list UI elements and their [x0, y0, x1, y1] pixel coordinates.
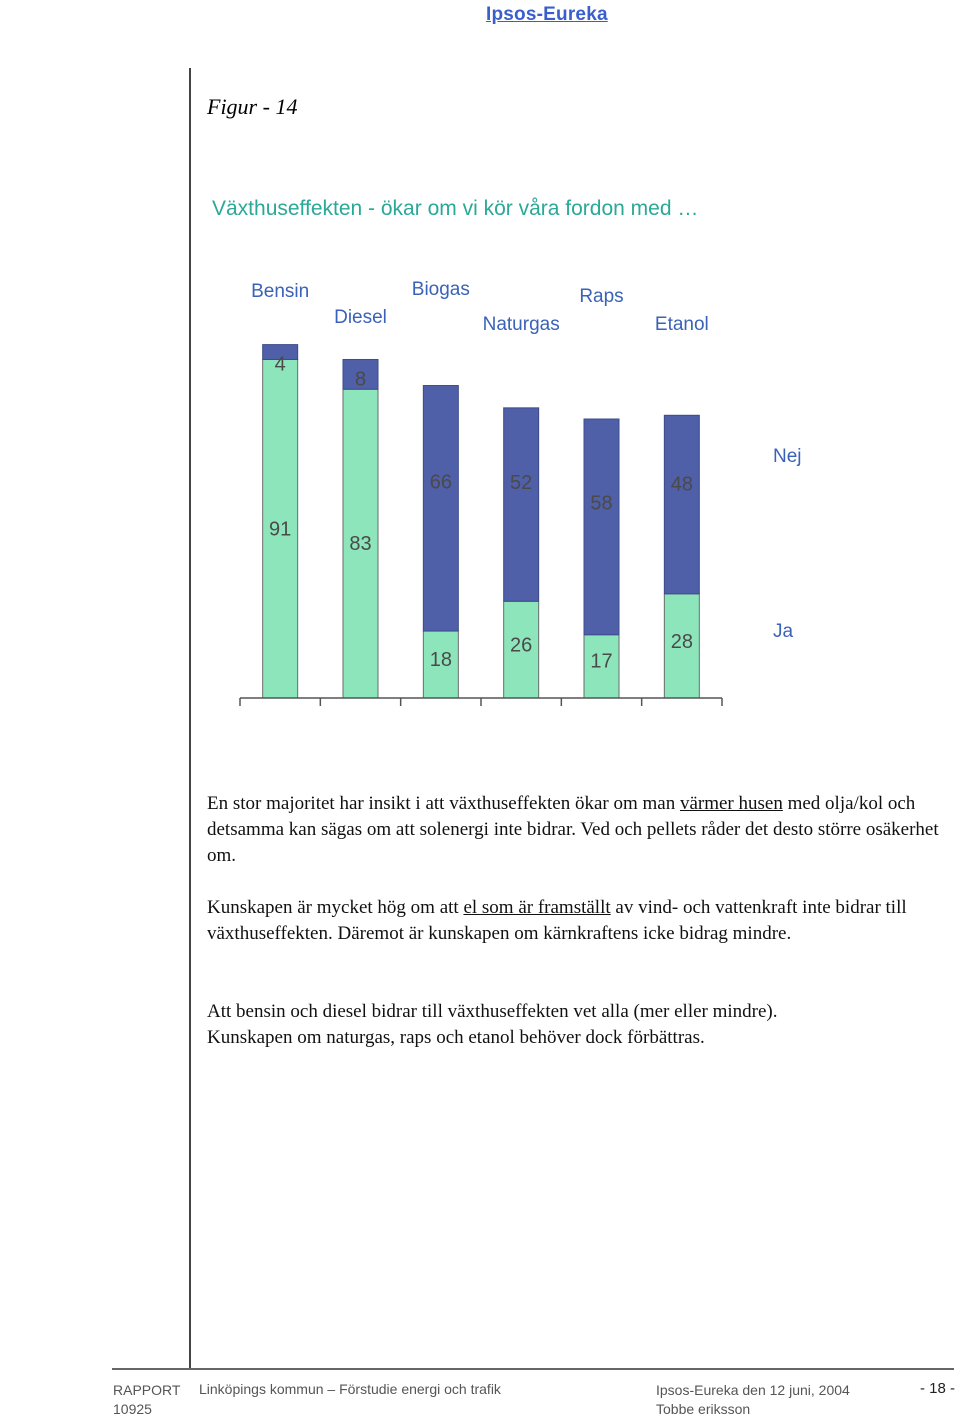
value-label-ja-diesel: 83 [349, 532, 372, 555]
category-label-naturgas: Naturgas [482, 314, 560, 335]
footer-company [656, 1381, 850, 1419]
footer-rule [112, 1368, 954, 1370]
category-label-raps: Raps [579, 286, 624, 307]
value-label-nej-raps: 58 [590, 492, 613, 515]
chart-title: Växthuseffekten - ökar om vi kör våra fordon med … [212, 197, 699, 220]
brand-logo: Ipsos-Eureka [486, 4, 608, 25]
value-label-nej-naturgas: 52 [510, 472, 533, 495]
paragraph-3-line-2: Kunskapen om naturgas, raps och etanol behöver dock förbättras. [207, 1027, 705, 1048]
paragraph-1-text-a: En stor majoritet har insikt i att växthuseffekten ökar om man [207, 793, 680, 814]
footer-company-date: Ipsos-Eureka den 12 juni, 2004 [656, 1382, 850, 1398]
legend-ja: Ja [773, 621, 794, 642]
footer-author: Tobbe eriksson [656, 1401, 751, 1417]
value-label-ja-biogas: 18 [429, 648, 452, 671]
paragraph-1 [207, 791, 957, 869]
paragraph-1-underlined: värmer husen [679, 793, 783, 814]
category-label-etanol: Etanol [654, 314, 709, 335]
paragraph-3-line-1: Att bensin och diesel bidrar till växthuseffekten vet alla (mer eller mindre). [207, 1001, 778, 1022]
value-label-nej-etanol: 48 [670, 473, 693, 496]
value-label-nej-biogas: 66 [429, 471, 452, 494]
paragraph-2-underlined: el som är framställt [463, 897, 611, 918]
paragraph-1-text-b: med olja/kol och detsamma kan sägas om att solenergi inte bidrar. Ved och pellets råder det desto större osäkerhet om. [207, 793, 939, 866]
footer-page-number: - 18 - [920, 1380, 956, 1397]
category-label-biogas: Biogas [411, 279, 470, 300]
footer-title: Linköpings kommun – Förstudie energi och trafik [199, 1381, 501, 1397]
paragraph-3 [207, 999, 957, 1051]
bar-nej-raps [584, 419, 619, 635]
value-label-nej-diesel: 8 [354, 368, 367, 391]
paragraph-2 [207, 895, 957, 947]
value-label-ja-bensin: 91 [269, 518, 292, 541]
footer-report-label: RAPPORT [113, 1382, 181, 1398]
footer-report-number: 10925 [113, 1401, 152, 1417]
paragraph-2-text-a: Kunskapen är mycket hög om att [207, 897, 464, 918]
value-label-ja-raps: 17 [590, 650, 613, 673]
footer-report [113, 1381, 180, 1419]
value-label-ja-etanol: 28 [670, 631, 693, 654]
bar-nej-etanol [664, 415, 699, 594]
bar-nej-naturgas [504, 408, 539, 601]
category-label-bensin: Bensin [251, 281, 310, 302]
value-label-ja-naturgas: 26 [510, 634, 533, 657]
paragraph-2-text-b: av vind- och vattenkraft inte bidrar till växthuseffekten. Däremot är kunskapen om kärnkraftens icke bidrag mindre. [207, 897, 907, 944]
value-label-nej-bensin: 4 [274, 353, 286, 376]
legend-nej: Nej [773, 446, 802, 467]
figure-label: Figur - 14 [207, 94, 298, 119]
bar-nej-biogas [423, 386, 458, 632]
category-label-diesel: Diesel [334, 307, 387, 328]
